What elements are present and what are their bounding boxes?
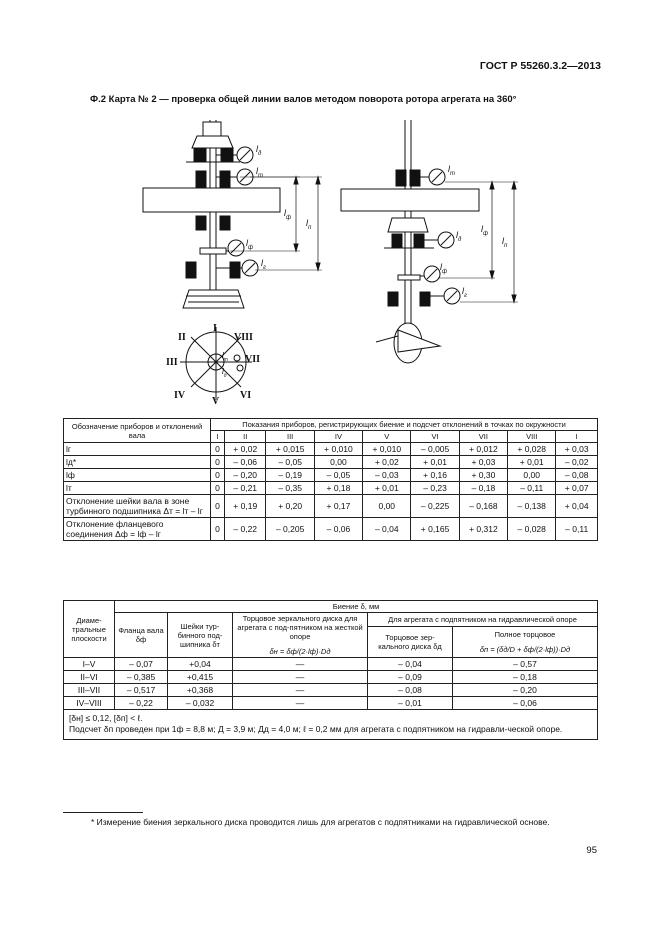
table-row: [64, 658, 598, 671]
t1-cell: – 0,04: [363, 518, 411, 541]
t1-cell: – 0,20: [224, 469, 266, 482]
t1-cell: – 0,11: [508, 482, 556, 495]
t2-cell-full: – 0,06: [453, 697, 598, 710]
t2-cell-mirror-rigid: —: [233, 671, 368, 684]
standard-header: ГОСТ Р 55260.3.2—2013: [479, 60, 601, 72]
t1-cell: – 0,028: [508, 518, 556, 541]
t1-cell: 0,00: [363, 495, 411, 518]
t1-cell: + 0,16: [411, 469, 459, 482]
t1-cell: 0,00: [508, 469, 556, 482]
t1-row-label: lд*: [64, 456, 211, 469]
t2-cell-mirror-rigid: —: [233, 684, 368, 697]
t1-cell: – 0,138: [508, 495, 556, 518]
label-l-t-left: $l_т$: [256, 166, 263, 179]
t2-cell-full: – 0,18: [453, 671, 598, 684]
footnote-rule: [63, 812, 143, 813]
t2-cell-flange: – 0,517: [115, 684, 168, 697]
t1-cell: + 0,02: [224, 443, 266, 456]
dim-l-f-right: $l_ф$: [481, 224, 489, 237]
table-row: [64, 684, 598, 697]
t1-cell: – 0,19: [266, 469, 314, 482]
footnote: * Измерение биения зеркального диска проводится лишь для агрегатов с подпятниками на гидравлической основе.: [91, 817, 550, 827]
point-VI: VI: [240, 390, 252, 401]
t1-cell: – 0,05: [314, 469, 362, 482]
t2-cell-flange: – 0,385: [115, 671, 168, 684]
point-VIII: VIII: [234, 332, 253, 343]
t2-cell-journal: – 0,032: [168, 697, 233, 710]
t1-cell: – 0,06: [314, 518, 362, 541]
t1-cell: – 0,02: [556, 456, 598, 469]
t1-cell: – 0,06: [224, 456, 266, 469]
table-row: [64, 671, 598, 684]
table-row: [64, 482, 598, 495]
t1-cell: + 0,03: [459, 456, 507, 469]
page-number: 95: [586, 845, 597, 856]
t2-cell-mirror-rigid: —: [233, 658, 368, 671]
t1-cell: + 0,012: [459, 443, 507, 456]
t1-cell: 0: [211, 456, 225, 469]
label-l-d-right: $l_д$: [456, 230, 462, 243]
t1-point-4: V: [363, 431, 411, 443]
t2-cell-plane: IV–VIII: [64, 697, 115, 710]
t1-point-8: I: [556, 431, 598, 443]
t1-cell: – 0,35: [266, 482, 314, 495]
t2-runout-head: Биение δ, мм: [115, 601, 598, 613]
table-row: [64, 456, 598, 469]
runout-table: [63, 600, 598, 740]
t1-cell: – 0,05: [266, 456, 314, 469]
t1-cell: + 0,30: [459, 469, 507, 482]
t1-cell: – 0,18: [459, 482, 507, 495]
note-calc: Подсчет δп проведен при 1ф = 8,8 м; Д = 3,9 м; Дд = 4,0 м; ℓ = 0,2 мм для агрегата с подпятником на гидравли-ческой опоре.: [69, 724, 563, 735]
table-row: [64, 495, 598, 518]
formula-full: δп = (δд/D + δф/(2·lф))·Dд: [479, 644, 571, 654]
t1-cell: + 0,17: [314, 495, 362, 518]
label-l-g-left: $l_г$: [261, 258, 266, 271]
t2-cell-mirror-hyd: – 0,08: [368, 684, 453, 697]
dim-l-p-right: $l_п$: [502, 236, 508, 249]
t1-point-6: VII: [459, 431, 507, 443]
t1-cell: – 0,11: [556, 518, 598, 541]
dim-l-f-left: $l_ф$: [284, 208, 292, 221]
t2-cell-plane: III–VII: [64, 684, 115, 697]
t1-cell: + 0,010: [363, 443, 411, 456]
t2-mirror-rigid-head: Торцовое зеркального диска для агрегата с под-пятником на жесткой опоре δн = δф/(2·lф)·Dд: [233, 613, 368, 658]
t1-cell: + 0,165: [411, 518, 459, 541]
t1-cell: 0: [211, 518, 225, 541]
t1-cell: + 0,028: [508, 443, 556, 456]
t1-cell: 0: [211, 495, 225, 518]
t1-cell: – 0,005: [411, 443, 459, 456]
figure-title: Ф.2 Карта № 2 — проверка общей линии валов методом поворота ротора агрегата на 360°: [90, 94, 517, 105]
t2-cell-mirror-rigid: —: [233, 697, 368, 710]
t1-cell: – 0,205: [266, 518, 314, 541]
t1-cell: – 0,21: [224, 482, 266, 495]
circle-l-t: $l_т$: [222, 351, 228, 363]
t1-cell: + 0,19: [224, 495, 266, 518]
point-IV: IV: [174, 390, 186, 401]
t2-cell-journal: +0,415: [168, 671, 233, 684]
t1-cell: + 0,01: [411, 456, 459, 469]
table-row: [64, 518, 598, 541]
t2-notes: [64, 710, 598, 740]
t1-head-left: Обозначение приборов и отклонений вала: [64, 419, 211, 443]
t2-flange-head: Фланца вала δф: [115, 613, 168, 658]
circle-l-d: $l_д$: [222, 367, 227, 379]
table-row: [64, 697, 598, 710]
t1-cell: 0: [211, 443, 225, 456]
t1-cell: – 0,03: [363, 469, 411, 482]
t1-point-0: I: [211, 431, 225, 443]
t1-cell: + 0,03: [556, 443, 598, 456]
t1-point-5: VI: [411, 431, 459, 443]
label-l-f-left: $l_ф$: [246, 238, 254, 251]
t2-cell-mirror-hyd: – 0,01: [368, 697, 453, 710]
t1-cell: + 0,18: [314, 482, 362, 495]
t2-hydraulic-head: Для агрегата с подпятником на гидравлической опоре: [368, 613, 598, 627]
shaft-diagram: [0, 0, 661, 420]
t2-cell-full: – 0,57: [453, 658, 598, 671]
t1-row-label: Отклонение шейки вала в зоне турбинного подшипника Δт = lт – lг: [64, 495, 211, 518]
t2-cell-plane: I–V: [64, 658, 115, 671]
t2-cell-journal: +0,04: [168, 658, 233, 671]
label-l-d-left: $l_д$: [256, 144, 262, 157]
note-limits: [δн] ≤ 0,12, [δп] < ℓ.: [69, 713, 143, 723]
label-l-g-right: $l_г$: [462, 286, 467, 299]
t1-cell: + 0,01: [363, 482, 411, 495]
t2-cell-mirror-hyd: – 0,09: [368, 671, 453, 684]
t1-point-2: III: [266, 431, 314, 443]
t1-cell: – 0,168: [459, 495, 507, 518]
t2-planes-head: Диаме-тральные плоскости: [64, 601, 115, 658]
point-I: I: [213, 323, 217, 334]
left-unit: [143, 120, 322, 308]
t2-cell-mirror-hyd: – 0,04: [368, 658, 453, 671]
t1-cell: + 0,015: [266, 443, 314, 456]
t2-journal-head: Шейки тур-бинного под-шипника δт: [168, 613, 233, 658]
t1-point-3: IV: [314, 431, 362, 443]
t2-full-head: Полное торцовое δп = (δд/D + δф/(2·lф))·Dд: [453, 626, 598, 657]
t2-cell-flange: – 0,07: [115, 658, 168, 671]
t1-cell: + 0,312: [459, 518, 507, 541]
t1-cell: – 0,22: [224, 518, 266, 541]
t1-row-label: Отклонение фланцевого соединения Δф = lф – lг: [64, 518, 211, 541]
t1-row-label: lф: [64, 469, 211, 482]
t1-cell: + 0,02: [363, 456, 411, 469]
label-l-f-right: $l_ф$: [440, 262, 448, 275]
t1-cell: 0: [211, 482, 225, 495]
t2-cell-journal: +0,368: [168, 684, 233, 697]
readings-table: [63, 418, 598, 541]
table-row: [64, 443, 598, 456]
t1-point-7: VIII: [508, 431, 556, 443]
t1-head-right: Показания приборов, регистрирующих биение и подсчет отклонений в точках по окружности: [211, 419, 598, 431]
point-II: II: [178, 332, 186, 343]
t1-cell: + 0,010: [314, 443, 362, 456]
formula-rigid: δн = δф/(2·lф)·Dд: [269, 647, 331, 656]
right-unit: [341, 120, 518, 363]
point-III: III: [166, 357, 178, 368]
t2-cell-full: – 0,20: [453, 684, 598, 697]
label-l-t-right: $l_т$: [448, 164, 455, 177]
point-VII: VII: [245, 354, 261, 365]
t1-cell: – 0,23: [411, 482, 459, 495]
t1-cell: – 0,225: [411, 495, 459, 518]
t1-cell: 0: [211, 469, 225, 482]
t1-cell: + 0,04: [556, 495, 598, 518]
t1-cell: + 0,20: [266, 495, 314, 518]
t1-point-1: II: [224, 431, 266, 443]
t1-cell: – 0,08: [556, 469, 598, 482]
dim-l-p-left: $l_п$: [306, 218, 312, 231]
table-row: [64, 469, 598, 482]
t1-cell: + 0,01: [508, 456, 556, 469]
t1-row-label: lг: [64, 443, 211, 456]
point-V: V: [212, 396, 220, 407]
t2-cell-plane: II–VI: [64, 671, 115, 684]
t1-cell: 0,00: [314, 456, 362, 469]
t2-cell-flange: – 0,22: [115, 697, 168, 710]
t1-cell: + 0,07: [556, 482, 598, 495]
t1-row-label: lт: [64, 482, 211, 495]
t2-mirror-hyd-head: Торцовое зер-кального диска δд: [368, 626, 453, 657]
